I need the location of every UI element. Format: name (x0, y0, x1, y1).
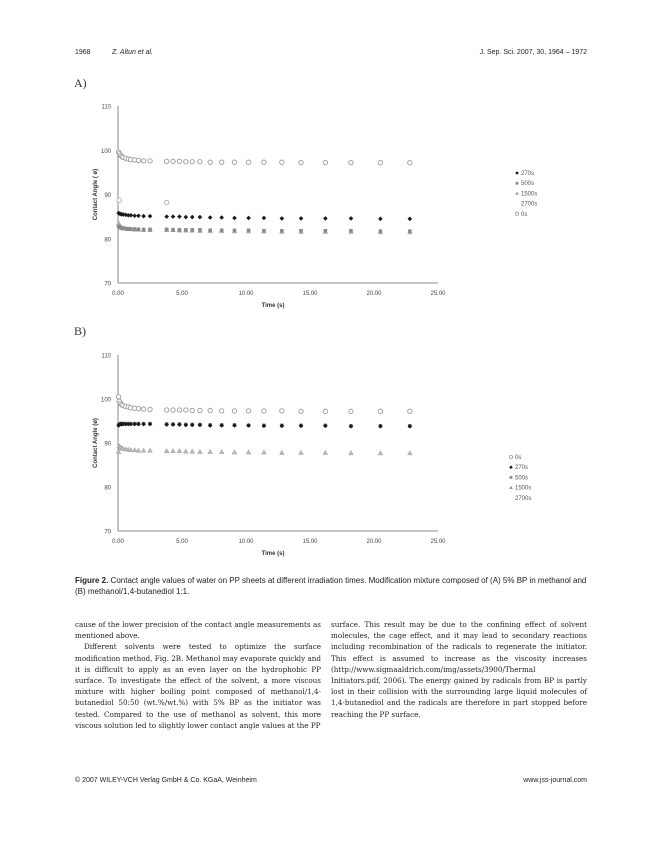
y-tick-label: 80 (104, 237, 111, 244)
y-tick-label: 110 (101, 353, 111, 360)
legend-marker-0s (509, 455, 512, 458)
data-point-1500s (208, 449, 213, 453)
y-tick-label: 90 (104, 441, 111, 448)
data-point-0s (136, 406, 140, 410)
x-axis-label: Time (s) (261, 303, 285, 309)
paragraph: surface. This result may be due to the confining effect of solvent molecules, the cage effect, and it may lead to secondary reactions including recombination of the radicals to regenerate the initiator. This effect is assumed to increase as the viscosity increases (http://www.sigmaaldrich.com/img/assets/3900/Thermal Initiators.pdf, 2006). The energy gained by radicals from BP is partly lost in their collision with the surrounding large liquid molecules of 1,4-butanediol and the radicals are therefore in part stopped before reaching the PP surface. (331, 620, 587, 719)
legend-label-1500s: 1500s (521, 191, 538, 198)
data-point-1500s (378, 451, 383, 455)
data-point-0s (262, 409, 266, 413)
running-authors: Z. Altun et al. (112, 49, 153, 56)
legend-marker-270s (509, 465, 513, 469)
legend-label-500s: 500s (521, 181, 535, 188)
x-tick-label: 10.00 (238, 291, 254, 297)
x-tick-label: 15.00 (302, 539, 318, 545)
panel-label-b: B) (74, 324, 86, 338)
y-tick-label: 100 (100, 397, 111, 404)
legend-label-270s: 270s (521, 171, 535, 177)
x-tick-label: 15.00 (302, 291, 318, 297)
legend-label-0s: 0s (515, 455, 522, 461)
x-tick-label: 5.00 (176, 539, 188, 545)
data-point-1500s (177, 449, 182, 453)
data-point-0s (408, 409, 412, 413)
x-tick-label: 20.00 (366, 539, 382, 545)
data-point-1500s (198, 449, 203, 453)
data-point-0s (177, 408, 181, 412)
y-tick-label: 110 (101, 104, 111, 111)
data-point-0s (116, 395, 120, 399)
figure-caption (75, 575, 587, 597)
panel-label-a: A) (74, 76, 87, 90)
y-axis-label: Contact Angle ( ø) (93, 168, 99, 221)
copyright-notice: © 2007 WILEY-VCH Verlag GmbH & Co. KGaA, Weinheim (75, 777, 257, 784)
journal-reference: J. Sep. Sci. 2007, 30, 1964 – 1972 (479, 49, 587, 56)
legend-marker-1500s (509, 486, 513, 489)
data-point-0s (280, 409, 284, 413)
data-point-1500s (219, 449, 224, 453)
data-point-0s (141, 407, 145, 411)
data-point-1500s (299, 450, 304, 454)
x-tick-label: 25.00 (430, 291, 446, 297)
data-point-0s (378, 409, 382, 413)
x-tick-label: 20.00 (366, 291, 382, 297)
data-point-1500s (184, 449, 189, 453)
data-point-0s (171, 408, 175, 412)
data-point-0s (323, 409, 327, 413)
y-tick-label: 90 (104, 193, 111, 199)
legend-marker-500s (510, 476, 513, 479)
y-tick-label: 80 (104, 485, 111, 492)
body-column-right (331, 619, 587, 720)
legend-label-500s: 500s (515, 475, 529, 482)
data-point-0s (219, 409, 223, 413)
data-point-0s (190, 408, 194, 412)
x-tick-label: 5.00 (176, 291, 188, 297)
y-tick-label: 70 (104, 529, 111, 536)
data-point-0s (349, 409, 353, 413)
data-point-0s (148, 407, 152, 411)
paragraph: Different solvents were tested to optimize the surface modification method, Fig. 2B. Methanol may evaporate quickly and it is difficult to apply as an even layer on the hydrophobic PP surface. To investigate the effect of the solvent, a more viscous mixture with higher boiling point composed of methanol/1,4-butanediol 50:50 (wt.%/wt.%) with 5% BP as the initiator was tested. Compared to the use of methanol as solvent, this more viscous solution led to slightly lower contact angle values at the PP (75, 642, 321, 730)
x-tick-label: 10.00 (238, 539, 254, 545)
page-number: 1968 (75, 49, 91, 56)
y-axis-label: Contact Angle (ø) (93, 418, 99, 468)
data-point-0s (246, 409, 250, 413)
paragraph: cause of the lower precision of the contact angle measurements as mentioned above. (75, 620, 321, 641)
data-point-1500s (246, 450, 251, 454)
body-column-left (75, 619, 321, 731)
x-tick-label: 0.00 (112, 539, 124, 545)
legend-label-2700s: 2700s (515, 495, 532, 502)
data-point-1500s (232, 450, 237, 454)
x-axis-label: Time (s) (261, 551, 285, 557)
data-point-1500s (141, 448, 146, 452)
caption-text: Contact angle values of water on PP sheets at different irradiation times. Modification mixture composed of (A) 5% BP in methanol and (B) methanol/1,4-butanediol 1:1. (75, 576, 587, 596)
data-point-1500s (164, 449, 169, 453)
data-point-0s (299, 409, 303, 413)
data-point-1500s (408, 451, 413, 455)
data-point-0s (164, 408, 168, 412)
y-tick-label: 70 (104, 281, 111, 288)
legend-label-270s: 270s (515, 465, 529, 472)
y-tick-label: 100 (100, 148, 111, 155)
data-point-1500s (349, 451, 354, 455)
legend-label-2700s: 2700s (521, 201, 538, 208)
data-point-0s (198, 408, 202, 412)
data-point-1500s (262, 450, 267, 454)
data-point-1500s (148, 448, 153, 452)
data-point-1500s (171, 449, 176, 453)
legend-label-1500s: 1500s (515, 485, 532, 492)
data-point-1500s (323, 450, 328, 454)
legend-label-0s: 0s (521, 211, 528, 218)
data-point-1500s (280, 450, 285, 454)
data-point-0s (232, 409, 236, 413)
data-point-1500s (132, 448, 137, 452)
journal-website[interactable]: www.jss-journal.com (523, 777, 587, 784)
x-tick-label: 0.00 (112, 291, 124, 297)
x-tick-label: 25.00 (430, 539, 446, 545)
data-point-0s (184, 408, 188, 412)
data-point-1500s (190, 449, 195, 453)
data-point-1500s (136, 448, 141, 452)
caption-label: Figure 2. (75, 576, 109, 585)
data-point-0s (208, 408, 212, 412)
